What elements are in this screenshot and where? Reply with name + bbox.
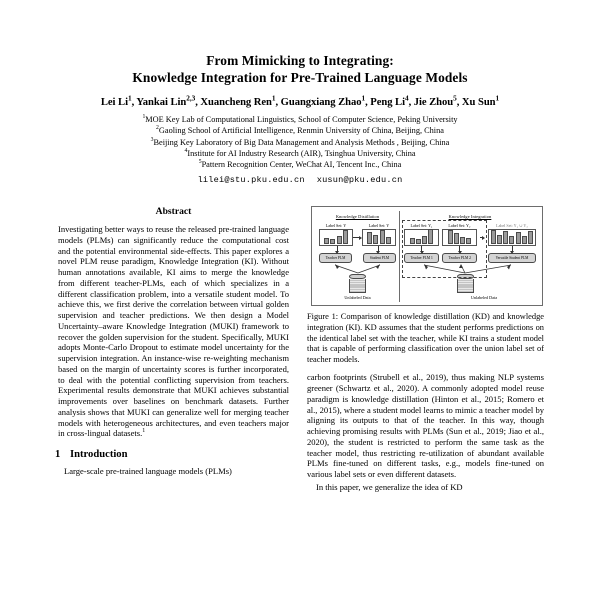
hist-bar xyxy=(460,237,465,244)
unlabeled-data-label-ki: Unlabeled Data xyxy=(470,295,498,301)
hist-bar xyxy=(503,231,508,244)
unlabeled-data-label-kd: Unlabeled Data xyxy=(344,295,371,301)
affiliation-marker: 5 xyxy=(198,159,202,166)
affiliation-item xyxy=(48,148,552,159)
affiliation-item xyxy=(48,137,552,148)
section-heading-introduction xyxy=(55,448,292,462)
hist-bar xyxy=(373,235,378,244)
label-set-kd-teacher: Label Set: Y xyxy=(325,223,347,228)
ki-fan-arrows xyxy=(403,263,537,274)
label-set-ki-teacher-1: Label Set: Y₁ xyxy=(410,223,433,228)
histogram-kd-student xyxy=(362,229,396,246)
hist-bar xyxy=(516,232,521,244)
figure-1-caption: Figure 1: Comparison of knowledge distillation (KD) and knowledge integration (KI). KD assumes that the student performs predictions on the identical label set with the teacher, while KI trains a student model that is capable of performing classification over the union label set of teacher models. xyxy=(307,312,544,364)
title-line-2: Knowledge Integration for Pre-Trained Language Models xyxy=(132,70,468,85)
affiliation-marker: 4 xyxy=(184,148,188,155)
affiliation-item xyxy=(48,114,552,125)
section-title: Introduction xyxy=(70,449,128,460)
author-list: Lei Li$^1$, Yankai Lin$^{2,3}$, Xuancheng Ren$^1$, Guangxiang Zhao$^1$, Peng Li$^4$, Jie Zhou$^5$, Xu Sun$^1$ xyxy=(100,93,500,108)
right-column-paragraph-2: In this paper, we generalize the idea of KD xyxy=(316,481,463,492)
right-column xyxy=(307,206,544,600)
affiliation-text: Beijing Key Laboratory of Big Data Management and Analysis Methods , Beijing, China xyxy=(153,137,450,147)
kd-arrow-svg xyxy=(318,263,398,274)
left-column xyxy=(55,206,292,600)
hist-bar xyxy=(367,232,372,244)
affiliation-text: Pattern Recognition Center, WeChat AI, Tencent Inc., China xyxy=(201,160,402,170)
hist-bar xyxy=(509,236,514,244)
hist-bar xyxy=(380,230,385,244)
histogram-ki-teacher-1 xyxy=(404,229,439,246)
right-column-paragraph-1: carbon footprints (Strubell et al., 2019), thus making NLP systems greener (Schwartz et al., 2020). A commonly adopted model reuse paradigm is knowledge distillation (Hinton et al., 2015; Romero et al., 2015), where a student model learns to mimic a teacher model by aligning its outputs to that of the teacher. In this way, though achieving promising results with PLMs (Sun et al., 2019; Jiao et al., 2020), the student is restricted to perform the same task as the teacher model, thus restricting re-utilization of abundant available PLMs fine-tuned on different tasks, e.g., models fine-tuned on various label sets or even different datasets. xyxy=(307,372,544,480)
unlabeled-data-cylinder-ki xyxy=(457,274,474,293)
hist-bar xyxy=(454,233,459,244)
panel-title-kd: Knowledge Distillation xyxy=(335,214,380,219)
figure-1-graphic xyxy=(311,206,543,306)
arrow-right-icon xyxy=(353,236,362,240)
panel-title-ki: Knowledge Integration xyxy=(448,214,492,219)
arrow-right-icon xyxy=(480,236,485,240)
hist-bar xyxy=(324,238,329,244)
histogram-kd-teacher xyxy=(319,229,353,246)
ki-arrow-svg xyxy=(403,263,538,274)
affiliation-list xyxy=(48,114,552,170)
hist-bar xyxy=(522,236,527,244)
hist-bar xyxy=(497,235,502,244)
affiliation-marker: 3 xyxy=(150,136,154,143)
model-box-kd-teacher: Teacher PLM xyxy=(319,253,352,263)
body-columns xyxy=(0,206,600,600)
hist-bar xyxy=(422,236,427,244)
hist-bar xyxy=(466,238,471,244)
hist-bar xyxy=(410,238,415,244)
abstract-body xyxy=(55,224,292,439)
affiliation-text: MOE Key Lab of Computational Linguistics, School of Computer Science, Peking University xyxy=(145,115,458,124)
figure-1 xyxy=(307,206,544,365)
hist-bar xyxy=(337,236,342,244)
affiliation-item xyxy=(48,125,552,136)
email-line xyxy=(48,174,552,186)
hist-bar xyxy=(491,230,496,244)
abstract-heading: Abstract xyxy=(155,206,192,217)
hist-bar xyxy=(343,230,348,244)
figure-panel-ki xyxy=(400,211,539,302)
email-address-2[interactable]: xusun@pku.edu.cn xyxy=(316,175,403,186)
email-address-1[interactable]: lilei@stu.pku.edu.cn xyxy=(197,175,305,186)
affiliation-marker: 2 xyxy=(156,125,159,132)
affiliation-text: Institute for AI Industry Research (AIR), Tsinghua University, China xyxy=(187,148,416,158)
histogram-ki-student xyxy=(488,229,536,246)
kd-fan-arrows xyxy=(318,263,397,274)
introduction-first-paragraph: Large-scale pre-trained language models (PLMs) xyxy=(64,466,232,476)
histogram-ki-teacher-2 xyxy=(442,229,477,246)
hist-bar xyxy=(528,231,533,244)
page-title xyxy=(48,52,552,86)
model-box-ki-student: Versatile Student PLM xyxy=(488,253,536,263)
model-box-kd-student: Student PLM xyxy=(363,253,396,263)
label-set-ki-teacher-2: Label Set: Y₂ xyxy=(448,223,471,228)
hist-bar xyxy=(330,239,335,244)
affiliation-item xyxy=(48,159,552,170)
hist-bar xyxy=(416,239,421,244)
unlabeled-data-cylinder-kd xyxy=(349,274,366,293)
abstract-text-span: Investigating better ways to reuse the released pre-trained language models (PLMs) can significantly reduce the computational cost and the potential environmental side-effects. This paper explores a novel PLM reuse paradigm, Knowledge Integration (KI). Without human annotations available, KI aims to merge the knowledge from different teacher-PLMs, each of which specializes in a different classification problem, into a versatile student model. To achieve this, we first derive the correlation between virtual golden supervision and teacher predictions. We then design a Model Uncertainty–aware Knowledge Integration (MUKI) framework to recover the golden supervision for the student. Specifically, MUKI adopts Monte-Carlo Dropout to estimate model uncertainty for the supervision integration. An instance-wise re-weighting mechanism based on the margin of uncertainty scores is further incorporated, to deal with the potential conflicting supervision from teachers. Experimental results demonstrate that MUKI achieves substantial improvements over baselines on benchmark datasets. Further analysis shows that MUKI can generalize well for merging teacher models with heterogeneous architectures, and even teachers major in cross-lingual datasets. xyxy=(58,224,289,439)
model-box-ki-teacher-1: Teacher PLM 1 xyxy=(404,253,439,263)
title-block xyxy=(0,0,600,186)
label-set-kd-student: Label Set: Y xyxy=(368,223,390,228)
affiliation-marker: 1 xyxy=(142,114,146,121)
abstract-footnote-marker: 1 xyxy=(142,428,146,435)
hist-bar xyxy=(428,229,433,244)
affiliation-text: Gaoling School of Artificial Intelligence, Renmin University of China, Beijing, China xyxy=(158,126,444,136)
abstract-text xyxy=(58,224,289,439)
label-set-ki-student: Label Set: Y₁ ∪ Y₂ xyxy=(496,223,528,228)
figure-panel-kd xyxy=(316,211,400,302)
hist-bar xyxy=(448,230,453,244)
section-number: 1 xyxy=(55,449,61,460)
model-box-ki-teacher-2: Teacher PLM 2 xyxy=(442,253,477,263)
title-line-1: From Mimicking to Integrating: xyxy=(206,53,394,68)
hist-bar xyxy=(386,237,391,244)
